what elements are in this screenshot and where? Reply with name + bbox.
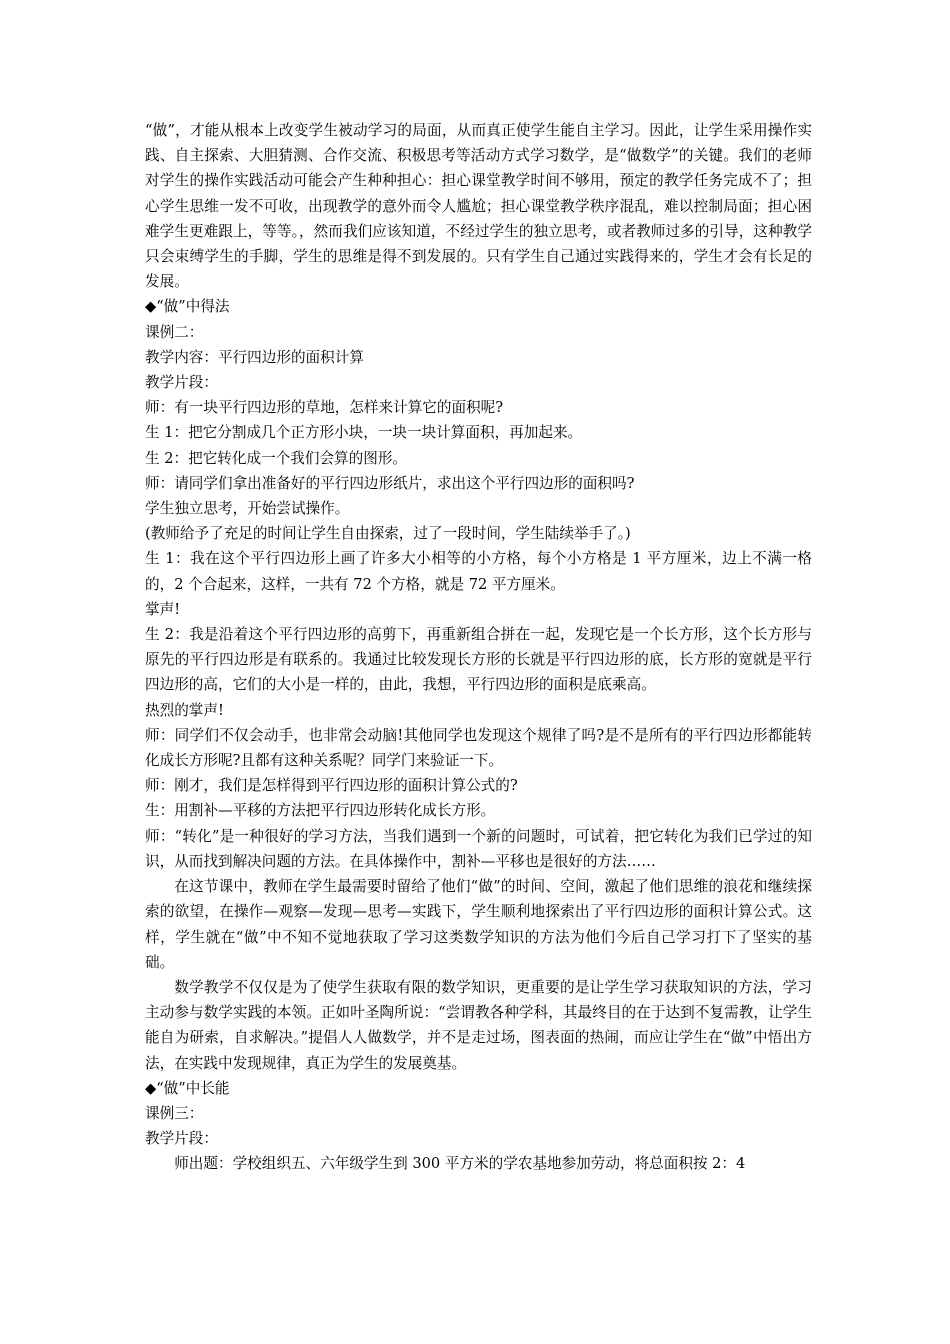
teaching-segment-label: 教学片段：: [145, 374, 218, 392]
dialogue-line: 师：有一块平行四边形的草地，怎样来计算它的面积呢?: [145, 399, 504, 417]
dialogue-line: 学生独立思考，开始尝试操作。: [145, 500, 350, 518]
dialogue-line: 师：刚才，我们是怎样得到平行四边形的面积计算公式的?: [145, 777, 518, 795]
dialogue-line: 掌声!: [145, 600, 181, 618]
paragraph: 在这节课中，教师在学生最需要时留给了他们“做”的时间、空间，激起了他们思维的浪花和继续探索的欲望，在操作—观察—发现—思考—实践下，学生顺利地探索出了平行四边形的面积计算公式。这样，学生就在“做”中不知不觉地获取了学习这类数学知识的方法为他们今后自己学习打下了坚实的基础。: [145, 878, 812, 971]
dialogue-line: 生 2：我是沿着这个平行四边形的高剪下，再重新组合拼在一起，发现它是一个长方形，这个长方形与原先的平行四边形是有联系的。我通过比较发现长方形的长就是平行四边形的底，长方形的宽就是平行四边形的高，它们的大小是一样的，由此，我想，平行四边形的面积是底乘高。: [145, 626, 812, 694]
teaching-segment-label: 教学片段：: [145, 1130, 218, 1148]
document-page: [145, 118, 812, 1177]
paragraph: 师出题：学校组织五、六年级学生到 300 平方米的学农基地参加劳动，将总面积按 2：4: [174, 1155, 746, 1173]
dialogue-line: (教师给予了充足的时间让学生自由探索，过了一段时间，学生陆续举手了。): [145, 525, 631, 543]
dialogue-line: 生 1：把它分割成几个正方形小块，一块一块计算面积，再加起来。: [145, 424, 583, 442]
teaching-content: 教学内容：平行四边形的面积计算: [145, 348, 364, 366]
paragraph: 数学教学不仅仅是为了使学生获取有限的数学知识，更重要的是让学生学习获取知识的方法，学习主动参与数学实践的本领。正如叶圣陶所说：“尝谓教各种学科，其最终目的在于达到不复需教，让学生能自为研索，自求解决。”提倡人人做数学，并不是走过场，图表面的热闹，而应让学生在“做”中悟出方法，在实践中发现规律，真正为学生的发展奠基。: [145, 978, 812, 1072]
section-heading: ◆“做”中长能: [145, 1079, 230, 1097]
case-label: 课例二：: [145, 323, 204, 341]
dialogue-line: 师：“转化”是一种很好的学习方法，当我们遇到一个新的问题时，可试着，把它转化为我们已学过的知识，从而找到解决问题的方法。在具体操作中，割补—平移也是很好的方法……: [145, 827, 812, 870]
section-heading: ◆“做”中得法: [145, 298, 230, 316]
paragraph: “做”，才能从根本上改变学生被动学习的局面，从而真正使学生能自主学习。因此，让学生采用操作实践、自主探索、大胆猜测、合作交流、积极思考等活动方式学习数学，是“做数学”的关键。我们的老师对学生的操作实践活动可能会产生种种担心：担心课堂教学时间不够用，预定的教学任务完成不了；担心学生思维一发不可收，出现教学的意外而令人尴尬；担心课堂教学秩序混乱，难以控制局面；担心困难学生更难跟上，等等。，然而我们应该知道，不经过学生的独立思考，或者教师过多的引导，这种教学只会束缚学生的手脚，学生的思维是得不到发展的。只有学生自己通过实践得来的，学生才会有长足的发展。: [145, 122, 812, 291]
dialogue-line: 师：同学们不仅会动手，也非常会动脑!其他同学也发现这个规律了吗?是不是所有的平行四边形都能转化成长方形呢?且都有这种关系呢？同学门来验证一下。: [145, 726, 812, 770]
dialogue-line: 师：请同学们拿出准备好的平行四边形纸片，求出这个平行四边形的面积吗?: [145, 474, 635, 492]
case-label: 课例三：: [145, 1104, 204, 1122]
dialogue-line: 生 1：我在这个平行四边形上画了许多大小相等的小方格，每个小方格是 1 平方厘米，边上不满一格的，2 个合起来，这样，一共有 72 个方格，就是 72 平方厘米。: [145, 550, 812, 593]
dialogue-line: 生：用割补—平移的方法把平行四边形转化成长方形。: [145, 802, 496, 820]
dialogue-line: 生 2：把它转化成一个我们会算的图形。: [145, 449, 408, 467]
dialogue-line: 热烈的掌声!: [145, 701, 224, 719]
